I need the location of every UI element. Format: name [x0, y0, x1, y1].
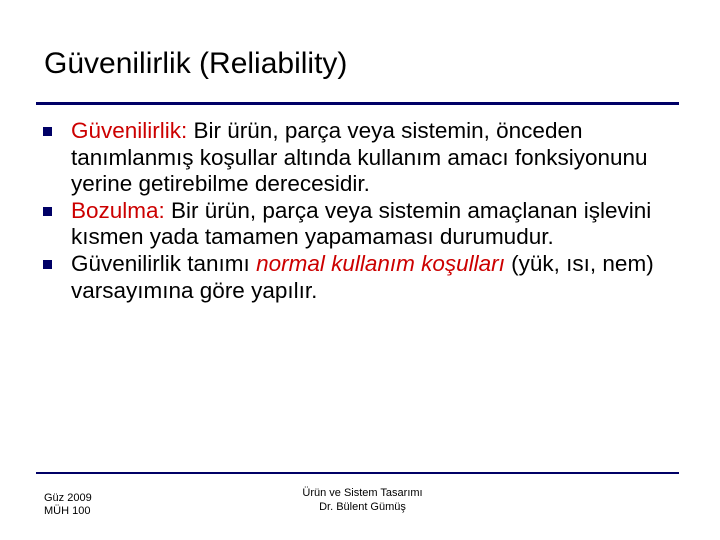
footer-term: Güz 2009	[44, 492, 92, 504]
bullet-list	[40, 118, 710, 304]
footer-course-code: MÜH 100	[44, 505, 91, 517]
bullet-item-reliability	[40, 118, 710, 198]
conditions-text-after: (yük, ısı, nem) varsayımına göre yapılır.	[71, 250, 654, 303]
bullet-item-failure	[40, 198, 710, 251]
footer-divider	[36, 472, 679, 474]
term-failure: Bozulma:	[71, 197, 165, 223]
square-bullet-icon	[43, 207, 52, 216]
square-bullet-icon	[43, 127, 52, 136]
footer-presentation-title: Ürün ve Sistem Tasarımı	[302, 487, 423, 499]
term-reliability: Güvenilirlik:	[71, 118, 188, 143]
definition-reliability: Bir ürün, parça veya sistemin, önceden tanımlanmış koşullar altında kullanım amacı fonksiyonunu yerine getirebilme derecesidir.	[71, 118, 648, 197]
footer-author: Dr. Bülent Gümüş	[319, 501, 406, 513]
title-divider	[36, 102, 679, 105]
bullet-item-conditions	[40, 251, 710, 304]
conditions-text-before: Güvenilirlik tanımı	[71, 250, 257, 276]
definition-failure: Bir ürün, parça veya sistemin amaçlanan işlevini kısmen yada tamamen yapamaması durumudur.	[71, 197, 652, 250]
slide-title: Güvenilirlik (Reliability)	[44, 47, 348, 80]
conditions-emphasis: normal kullanım koşulları	[256, 250, 505, 276]
square-bullet-icon	[43, 260, 52, 269]
footer-course-info	[44, 492, 92, 518]
footer-presentation-info	[270, 486, 455, 514]
